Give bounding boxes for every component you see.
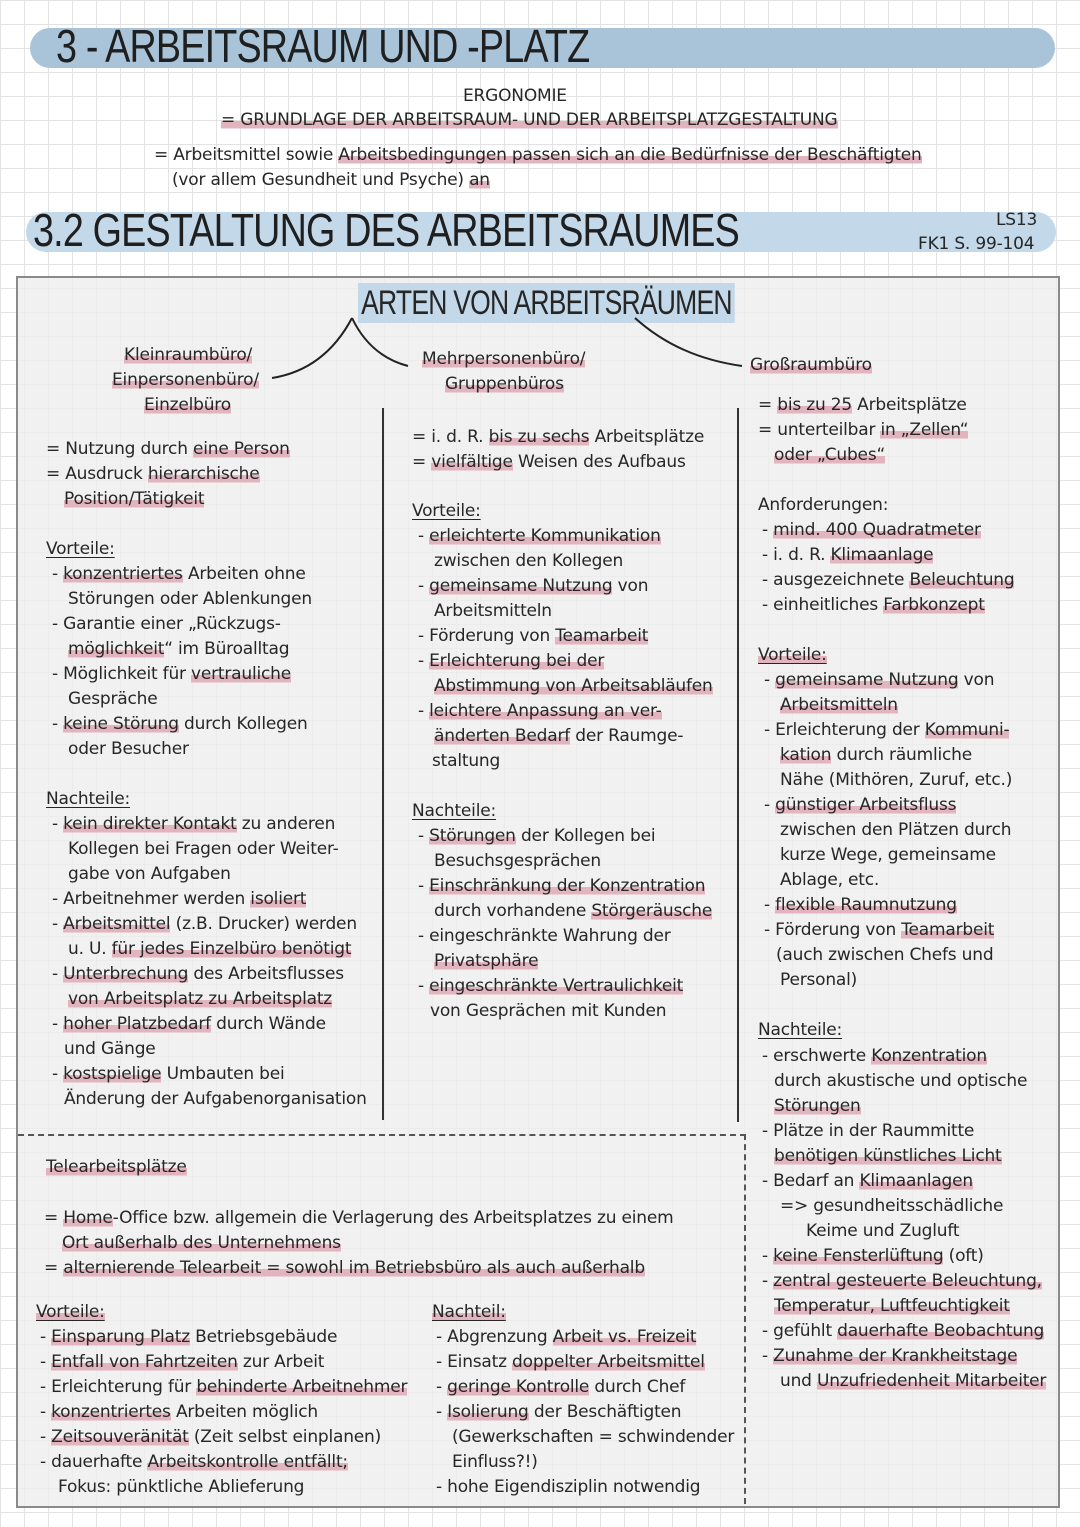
col1-nachteil-6: - kostspielige Umbauten bei [52,1064,285,1084]
col3-heading: Großraumbüro [750,355,872,375]
col2-vorteil-1b: zwischen den Kollegen [434,551,624,571]
col3-vorteil-5: - Förderung von Teamarbeit [764,920,995,940]
col2-nachteil-1: - Störungen der Kollegen bei [418,826,656,846]
col1-nachteil-2: - Arbeitnehmer werden isoliert [52,889,307,909]
section-title: 3.2 GESTALTUNG DES ARBEITSRAUMES [33,204,739,256]
col2-vorteil-5: - leichtere Anpassung an ver- [418,701,662,721]
col1-nachteil-3b: u. U. für jedes Einzelbüro benötigt [68,939,352,959]
definition-line-2: (vor allem Gesundheit und Psyche) an [172,170,490,190]
col3-nachteil-5: - zentral gesteuerte Beleuchtung, [762,1271,1042,1291]
col3-nachteil-5b: Temperatur, Luftfeuchtigkeit [774,1296,1010,1316]
tele-def-2: = alternierende Telearbeit = sowohl im Betriebsbüro als auch außerhalb [44,1258,645,1278]
col3-nachteil-6: - gefühlt dauerhafte Beobachtung [762,1321,1045,1341]
tele-vorteil-2: - Entfall von Fahrtzeiten zur Arbeit [40,1352,325,1372]
column-divider-left [382,408,384,1120]
col1-nachteile-heading: Nachteile: [46,789,131,809]
col3-vorteil-2c: Nähe (Mithören, Zuruf, etc.) [780,770,1013,790]
col2-nachteil-2b: durch vorhandene Störgeräusche [434,901,713,921]
col3-nachteil-4: - keine Fensterlüftung (oft) [762,1246,984,1266]
col3-anforderung-4: - einheitliches Farbkonzept [762,595,985,615]
tele-vorteil-3: - Erleichterung für behinderte Arbeitnehmer [40,1377,408,1397]
section-ref-ls: LS13 [996,210,1038,230]
col3-def-2: = unterteilbar in „Zellen“ [758,420,969,440]
col2-nachteil-1b: Besuchsgesprächen [434,851,601,871]
ergonomie-definition: = GRUNDLAGE DER ARBEITSRAUM- UND DER ARBEITSPLATZGESTALTUNG [221,110,838,130]
col1-nachteil-4b: von Arbeitsplatz zu Arbeitsplatz [68,989,333,1009]
col3-vorteil-2b: kation durch räumliche [780,745,973,765]
col1-def-3: Position/Tätigkeit [64,489,205,509]
col3-nachteil-7: - Zunahme der Krankheitstage [762,1346,1018,1366]
col3-nachteil-7b: und Unzufriedenheit Mitarbeiter [780,1371,1047,1391]
col1-vorteil-1: - konzentriertes Arbeiten ohne [52,564,306,584]
definition-line-1: = Arbeitsmittel sowie Arbeitsbedingungen passen sich an die Bedürfnisse der Beschäftigten [154,145,922,165]
col3-vorteil-5c: Personal) [780,970,858,990]
col3-nachteile-heading: Nachteile: [758,1020,843,1040]
tele-vorteil-6b: Fokus: pünktliche Ablieferung [58,1477,305,1497]
tele-divider-vertical [744,1134,746,1504]
tele-vorteil-6: - dauerhafte Arbeitskontrolle entfällt; [40,1452,348,1472]
col1-heading-1: Kleinraumbüro/ [124,345,253,365]
col3-vorteil-3c: kurze Wege, gemeinsame [780,845,996,865]
col3-nachteil-3c: Keime und Zugluft [806,1221,960,1241]
column-divider-right [737,408,739,1122]
col3-nachteil-2b: benötigen künstliches Licht [774,1146,1002,1166]
tele-def-1: = Home-Office bzw. allgemein die Verlagerung des Arbeitsplatzes zu einem [44,1208,674,1228]
col2-vorteil-5c: staltung [432,751,501,771]
tele-nachteil-3: - geringe Kontrolle durch Chef [436,1377,686,1397]
tele-heading: Telearbeitsplätze [46,1157,187,1177]
col1-heading-2: Einpersonenbüro/ [112,370,259,390]
col3-def-1: = bis zu 25 Arbeitsplätze [758,395,967,415]
col2-nachteile-heading: Nachteile: [412,801,497,821]
col2-vorteil-4: - Erleichterung bei der [418,651,605,671]
tele-nachteil-4c: Einfluss?!) [452,1452,538,1472]
col2-heading-2: Gruppenbüros [445,374,564,394]
section-ref-page: FK1 S. 99-104 [918,234,1035,254]
col2-nachteil-2: - Einschränkung der Konzentration [418,876,706,896]
col1-vorteil-2b: möglichkeit“ im Büroalltag [68,639,290,659]
col2-vorteil-1: - erleichterte Kommunikation [418,526,661,546]
col1-nachteil-5: - hoher Platzbedarf durch Wände [52,1014,326,1034]
col3-vorteil-1b: Arbeitsmitteln [780,695,898,715]
col1-vorteil-3b: Gespräche [68,689,158,709]
col2-def-1: = i. d. R. bis zu sechs Arbeitsplätze [412,427,705,447]
tele-vorteil-1: - Einsparung Platz Betriebsgebäude [40,1327,338,1347]
col1-nachteil-1b: Kollegen bei Fragen oder Weiter- [68,839,339,859]
col3-vorteil-2: - Erleichterung der Kommuni- [764,720,1010,740]
col1-nachteil-6b: Änderung der Aufgabenorganisation [64,1089,367,1109]
col2-vorteil-5b: änderten Bedarf der Raumge- [434,726,684,746]
col3-vorteil-5b: (auch zwischen Chefs und [776,945,994,965]
col2-heading-1: Mehrpersonenbüro/ [422,349,586,369]
col2-nachteil-3: - eingeschränkte Wahrung der [418,926,671,946]
col1-nachteil-1: - kein direkter Kontakt zu anderen [52,814,336,834]
col1-vorteil-1b: Störungen oder Ablenkungen [68,589,312,609]
tele-nachteil-4b: (Gewerkschaften = schwindender [452,1427,735,1447]
col2-vorteil-3: - Förderung von Teamarbeit [418,626,649,646]
col3-nachteil-2: - Plätze in der Raummitte [762,1121,975,1141]
col2-nachteil-4: - eingeschränkte Vertraulichkeit [418,976,684,996]
col1-vorteil-4: - keine Störung durch Kollegen [52,714,308,734]
col1-nachteil-5b: und Gänge [64,1039,156,1059]
col1-nachteil-4: - Unterbrechung des Arbeitsflusses [52,964,344,984]
col3-vorteil-3d: Ablage, etc. [780,870,880,890]
col2-vorteil-2b: Arbeitsmitteln [434,601,552,621]
col2-vorteil-4b: Abstimmung von Arbeitsabläufen [434,676,713,696]
col3-vorteil-3: - günstiger Arbeitsfluss [764,795,957,815]
col3-anforderung-2: - i. d. R. Klimaanlage [762,545,934,565]
col2-vorteil-2: - gemeinsame Nutzung von [418,576,649,596]
col1-vorteil-4b: oder Besucher [68,739,189,759]
col2-nachteil-3b: Privatsphäre [434,951,539,971]
tele-nachteil-heading: Nachteil: [432,1302,506,1322]
col3-anforderungen-heading: Anforderungen: [758,495,889,515]
col3-vorteil-4: - flexible Raumnutzung [764,895,957,915]
col3-vorteil-1: - gemeinsame Nutzung von [764,670,995,690]
tele-vorteil-5: - Zeitsouveränität (Zeit selbst einplanen) [40,1427,382,1447]
tele-nachteil-4: - Isolierung der Beschäftigten [436,1402,682,1422]
tele-vorteile-heading: Vorteile: [36,1302,105,1322]
tele-nachteil-1: - Abgrenzung Arbeit vs. Freizeit [436,1327,697,1347]
tele-def-1b: Ort außerhalb des Unternehmens [62,1233,341,1253]
col1-vorteil-2: - Garantie einer „Rückzugs- [52,614,281,634]
col3-nachteil-1c: Störungen [774,1096,861,1116]
page-title: 3 - ARBEITSRAUM UND -PLATZ [56,20,590,72]
col1-def-2: = Ausdruck hierarchische [46,464,260,484]
ergonomie-label: ERGONOMIE [463,86,567,106]
col3-anforderung-3: - ausgezeichnete Beleuchtung [762,570,1015,590]
tele-nachteil-2: - Einsatz doppelter Arbeitsmittel [436,1352,705,1372]
tele-nachteil-5: - hohe Eigendisziplin notwendig [436,1477,701,1497]
col1-nachteil-1c: gabe von Aufgaben [68,864,231,884]
col2-nachteil-4b: von Gesprächen mit Kunden [430,1001,667,1021]
col3-nachteil-3: - Bedarf an Klimaanlagen [762,1171,973,1191]
col1-def-1: = Nutzung durch eine Person [46,439,290,459]
col3-anforderung-1: - mind. 400 Quadratmeter [762,520,981,540]
col1-vorteil-3: - Möglichkeit für vertrauliche [52,664,291,684]
col3-vorteile-heading: Vorteile: [758,645,827,665]
tele-divider-horizontal [18,1134,746,1136]
tele-vorteil-4: - konzentriertes Arbeiten möglich [40,1402,318,1422]
col3-nachteil-3b: => gesundheitsschädliche [780,1196,1004,1216]
col2-def-2: = vielfältige Weisen des Aufbaus [412,452,686,472]
col1-heading-3: Einzelbüro [144,395,231,415]
col1-nachteil-3: - Arbeitsmittel (z.B. Drucker) werden [52,914,357,934]
col3-vorteil-3b: zwischen den Plätzen durch [780,820,1012,840]
col2-vorteile-heading: Vorteile: [412,501,481,521]
col3-nachteil-1: - erschwerte Konzentration [762,1046,987,1066]
col3-nachteil-1b: durch akustische und optische [774,1071,1028,1091]
col3-def-3: oder „Cubes“ [774,445,886,465]
col1-vorteile-heading: Vorteile: [46,539,115,559]
arten-heading: ARTEN VON ARBEITSRÄUMEN [358,283,735,323]
